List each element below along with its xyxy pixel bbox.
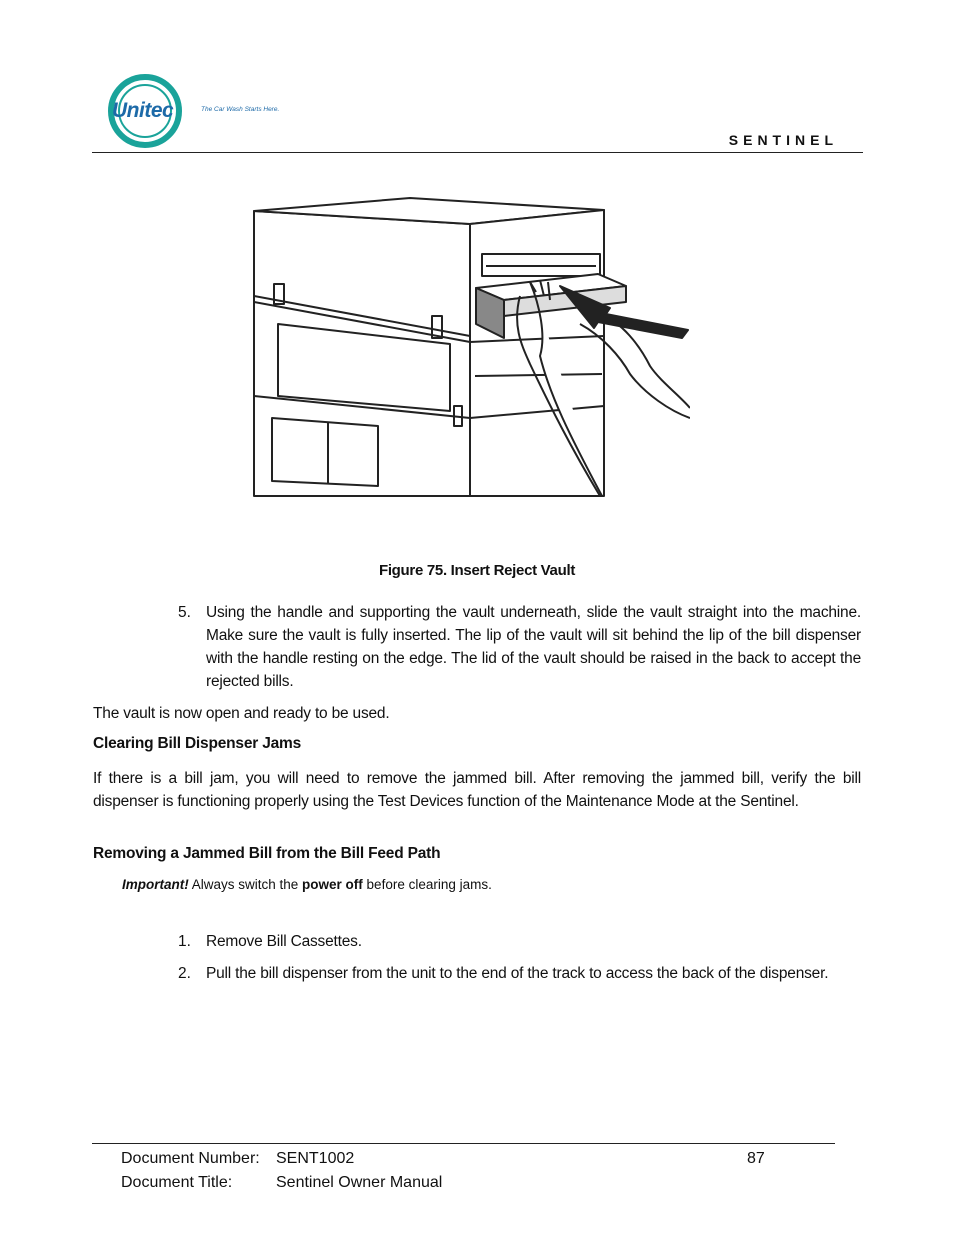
step-2-number: 2. (178, 965, 191, 982)
insert-reject-vault-illustration (250, 196, 690, 541)
important-label: Important! (122, 877, 189, 892)
header-brand: SENTINEL (728, 132, 838, 148)
step-1-text: Remove Bill Cassettes. (206, 933, 362, 950)
important-note (122, 877, 492, 892)
footer-rule (92, 1143, 835, 1144)
clearing-jams-heading: Clearing Bill Dispenser Jams (93, 735, 302, 752)
figure-caption: Figure 75. Insert Reject Vault (378, 562, 576, 579)
important-pre: Always switch the (188, 877, 303, 892)
logo-wordmark: Unitec (112, 99, 174, 122)
clearing-jams-body: If there is a bill jam, you will need to remove the jammed bill. After removing the jammed bill, verify the bill dispenser is functioning properly using the Test Devices function of the Maintenance Mode at the Sentinel. (93, 770, 861, 810)
important-bold: power off (302, 877, 363, 892)
doc-title-label: Document Title: (121, 1174, 233, 1191)
unitec-logo (106, 72, 296, 150)
vault-ready-text: The vault is now open and ready to be used. (93, 705, 390, 722)
logo-tagline: The Car Wash Starts Here. (201, 106, 280, 113)
important-post: before clearing jams. (362, 877, 492, 892)
doc-title: Sentinel Owner Manual (276, 1174, 443, 1191)
header-rule (92, 152, 863, 153)
doc-number-label: Document Number: (121, 1150, 260, 1167)
step-1-number: 1. (178, 933, 191, 950)
step-2-text: Pull the bill dispenser from the unit to the end of the track to access the back of the dispenser. (206, 965, 829, 982)
doc-number: SENT1002 (276, 1150, 355, 1167)
page-number: 87 (747, 1150, 765, 1167)
step-5-number: 5. (178, 604, 191, 621)
step-5-text: Using the handle and supporting the vault underneath, slide the vault straight into the machine. Make sure the vault is fully inserted. The lip of the vault will sit behind the lip of the bill dispenser with the handle resting on the edge. The lid of the vault should be raised in the back to accept the rejected bills. (206, 604, 861, 690)
removing-jam-heading: Removing a Jammed Bill from the Bill Feed Path (93, 845, 441, 862)
